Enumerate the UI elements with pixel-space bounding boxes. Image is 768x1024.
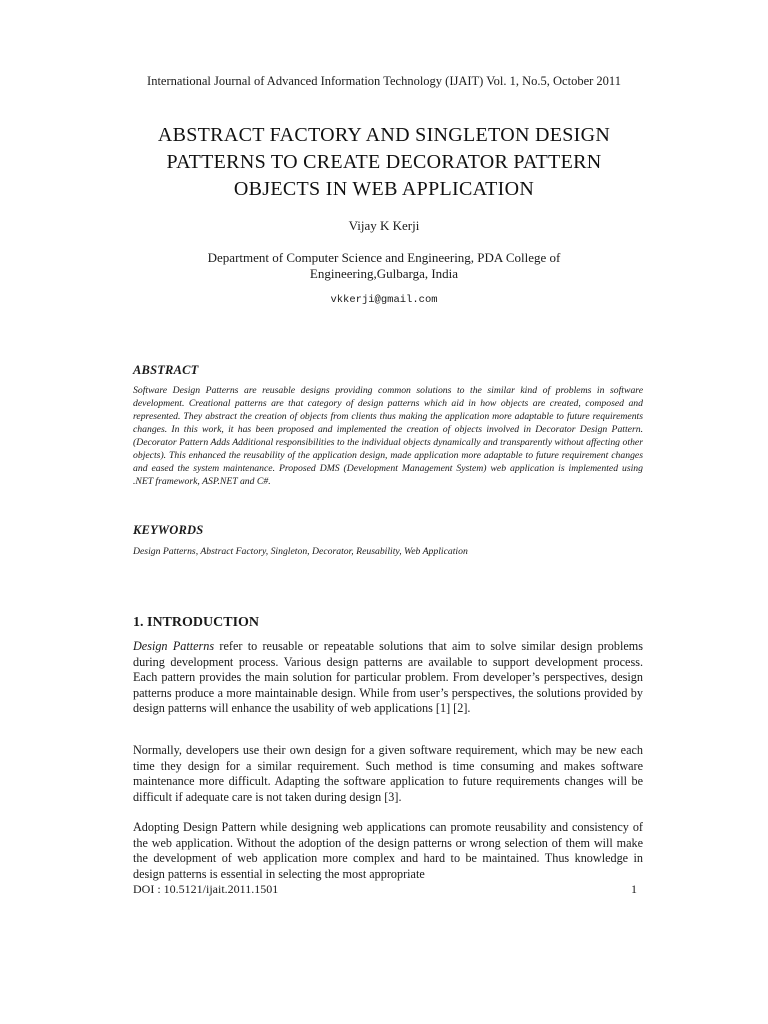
introduction-heading: 1. INTRODUCTION [133,615,260,630]
intro-paragraph-1-text: refer to reusable or repeatable solutions that aim to solve similar design problems during development process. Various design patterns are available to support development process. Each pattern provides the main solution for particular problem. From developer’s perspectives, design patterns produce a more maintainable design. While from user’s perspectives, the solutions provided by design patterns will enhance the usability of web applications [1] [2]. [133,639,643,715]
keywords-text: Design Patterns, Abstract Factory, Singleton, Decorator, Reusability, Web Application [133,546,468,557]
journal-header: International Journal of Advanced Information Technology (IJAIT) Vol. 1, No.5, October 2011 [147,74,621,88]
author-name: Vijay K Kerji [348,218,420,233]
title-line-1: ABSTRACT FACTORY AND SINGLETON DESIGN [157,124,611,146]
abstract-text: Software Design Patterns are reusable designs providing common solutions to the similar kind of problems in software development. Creational patterns are that category of design patterns which aid in how objects are created, composed and represented. They abstract the creation of objects from clients thus making the application more adaptable to future requirements changes. In this work, it has been proposed and implemented the creation of objects involved in Decorator Design Pattern. (Decorator Pattern Adds Additional responsibilities to the individual objects dynamically and transparently without affecting other objects). This enhanced the reusability of the application design, made application more adaptable to future requirement changes and eased the system maintenance. Proposed DMS (Development Management System) web application is implemented using .NET framework, ASP.NET and C#. [133,385,643,487]
intro-paragraph-1 [133,639,643,717]
keywords-heading: KEYWORDS [133,523,204,537]
paper-title [60,122,708,203]
intro-paragraph-3: Adopting Design Pattern while designing web applications can promote reusability and consistency of the web application. Without the adoption of the design patterns or wrong selection of them will make the development of web application more complex and hard to be maintained. Thus knowledge in design patterns is essential in selecting the most appropriate [133,820,643,881]
design-patterns-term: Design Patterns [133,639,215,653]
abstract-heading: ABSTRACT [133,363,199,377]
title-line-2: PATTERNS TO CREATE DECORATOR PATTERN [166,151,602,173]
title-line-3: OBJECTS IN WEB APPLICATION [233,178,535,200]
footer-doi: DOI : 10.5121/ijait.2011.1501 [133,882,279,896]
author-email[interactable]: vkkerji@gmail.com [330,294,438,306]
author-affiliation: Department of Computer Science and Engineering, PDA College of Engineering,Gulbarga, India [207,250,561,281]
intro-paragraph-2: Normally, developers use their own design for a given software requirement, which may be new each time they design for a similar requirement. Such method is time consuming and makes software maintenance more difficult. Adapting the software application to future requirements changes will be difficult if adequate care is not taken during design [3]. [133,743,643,804]
page-number: 1 [631,882,637,896]
